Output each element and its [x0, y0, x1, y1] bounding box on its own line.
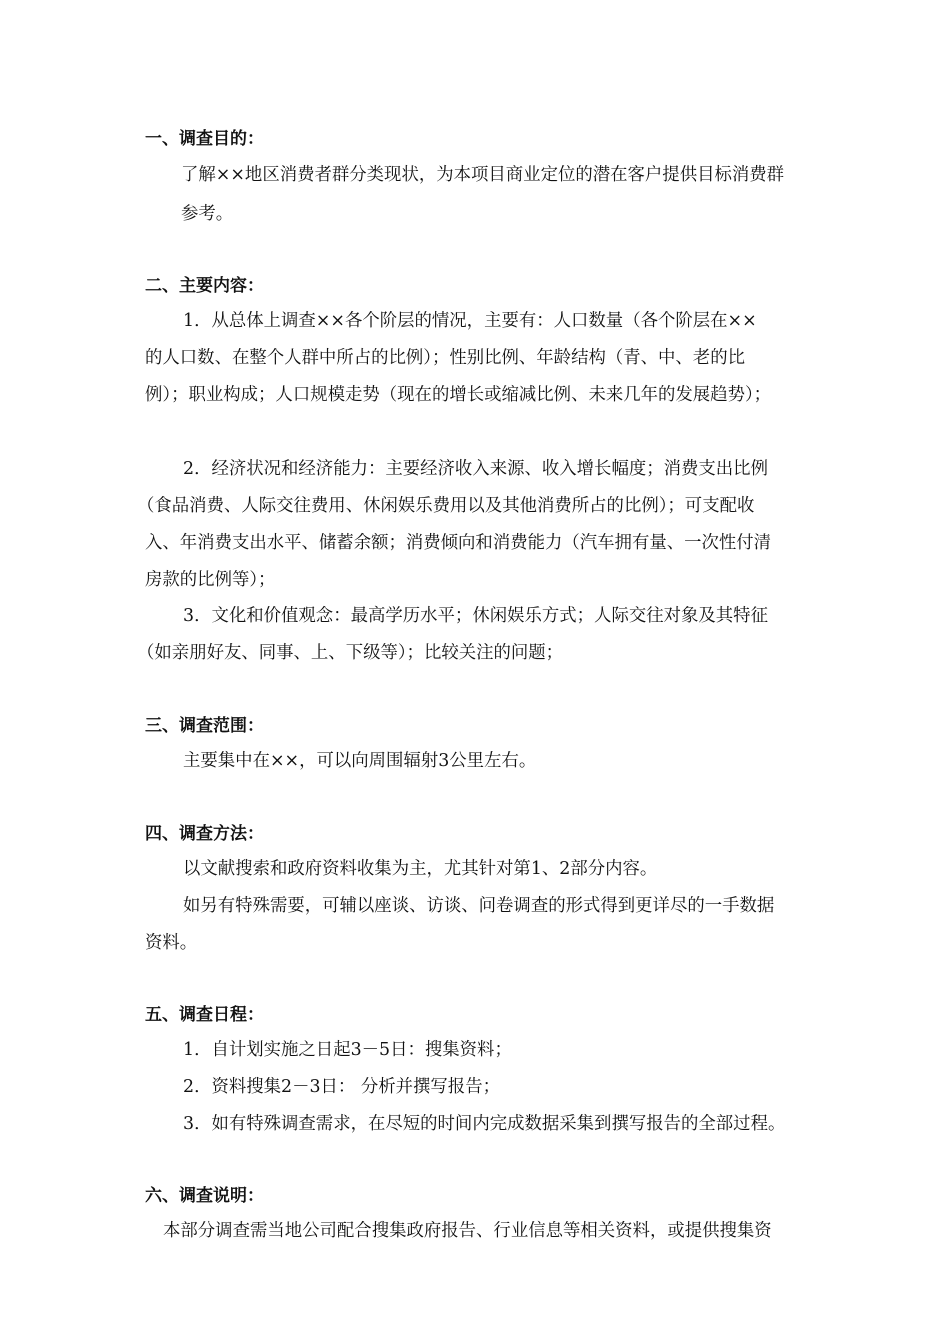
section-heading-notes: 六、调查说明：: [145, 1186, 264, 1206]
paragraph-line: 的人口数、在整个人群中所占的比例）；性别比例、年龄结构（青、中、老的比: [145, 348, 745, 368]
paragraph-line: 主要集中在××，可以向周围辐射3公里左右。: [183, 751, 537, 771]
paragraph-line: 资料。: [145, 933, 198, 953]
paragraph-line: 1．从总体上调查××各个阶层的情况，主要有：人口数量（各个阶层在××: [183, 311, 757, 331]
paragraph-line: 本部分调查需当地公司配合搜集政府报告、行业信息等相关资料，或提供搜集资: [163, 1221, 772, 1241]
section-heading-schedule: 五、调查日程：: [145, 1005, 264, 1025]
section-heading-method: 四、调查方法：: [145, 824, 264, 844]
paragraph-line: 以文献搜索和政府资料收集为主，尤其针对第1、2部分内容。: [183, 859, 658, 879]
paragraph-line: （如亲朋好友、同事、上、下级等）；比较关注的问题；: [137, 643, 564, 663]
paragraph-line: 参考。: [181, 204, 234, 224]
paragraph-line: 3．文化和价值观念：最高学历水平；休闲娱乐方式；人际交往对象及其特征: [183, 606, 768, 626]
section-heading-scope: 三、调查范围：: [145, 716, 264, 736]
paragraph-line: 房款的比例等）；: [145, 570, 276, 590]
section-heading-content: 二、主要内容：: [145, 276, 264, 296]
paragraph-line: 1．自计划实施之日起3－5日：搜集资料；: [183, 1040, 512, 1060]
paragraph-line: 例）；职业构成；人口规模走势（现在的增长或缩减比例、未来几年的发展趋势）；: [145, 385, 772, 405]
paragraph-line: 如另有特殊需要，可辅以座谈、访谈、问卷调查的形式得到更详尽的一手数据: [183, 896, 775, 916]
paragraph-line: 入、年消费支出水平、储蓄余额；消费倾向和消费能力（汽车拥有量、一次性付清: [145, 533, 772, 553]
paragraph-line: 2．资料搜集2－3日： 分析并撰写报告；: [183, 1077, 500, 1097]
paragraph-line: 了解××地区消费者群分类现状，为本项目商业定位的潜在客户提供目标消费群: [181, 165, 785, 185]
section-heading-purpose: 一、调查目的：: [145, 129, 264, 149]
paragraph-line: 2．经济状况和经济能力：主要经济收入来源、收入增长幅度；消费支出比例: [183, 459, 768, 479]
paragraph-line: 3．如有特殊调查需求，在尽短的时间内完成数据采集到撰写报告的全部过程。: [183, 1114, 786, 1134]
paragraph-line: （食品消费、人际交往费用、休闲娱乐费用以及其他消费所占的比例）；可支配收: [137, 496, 755, 516]
